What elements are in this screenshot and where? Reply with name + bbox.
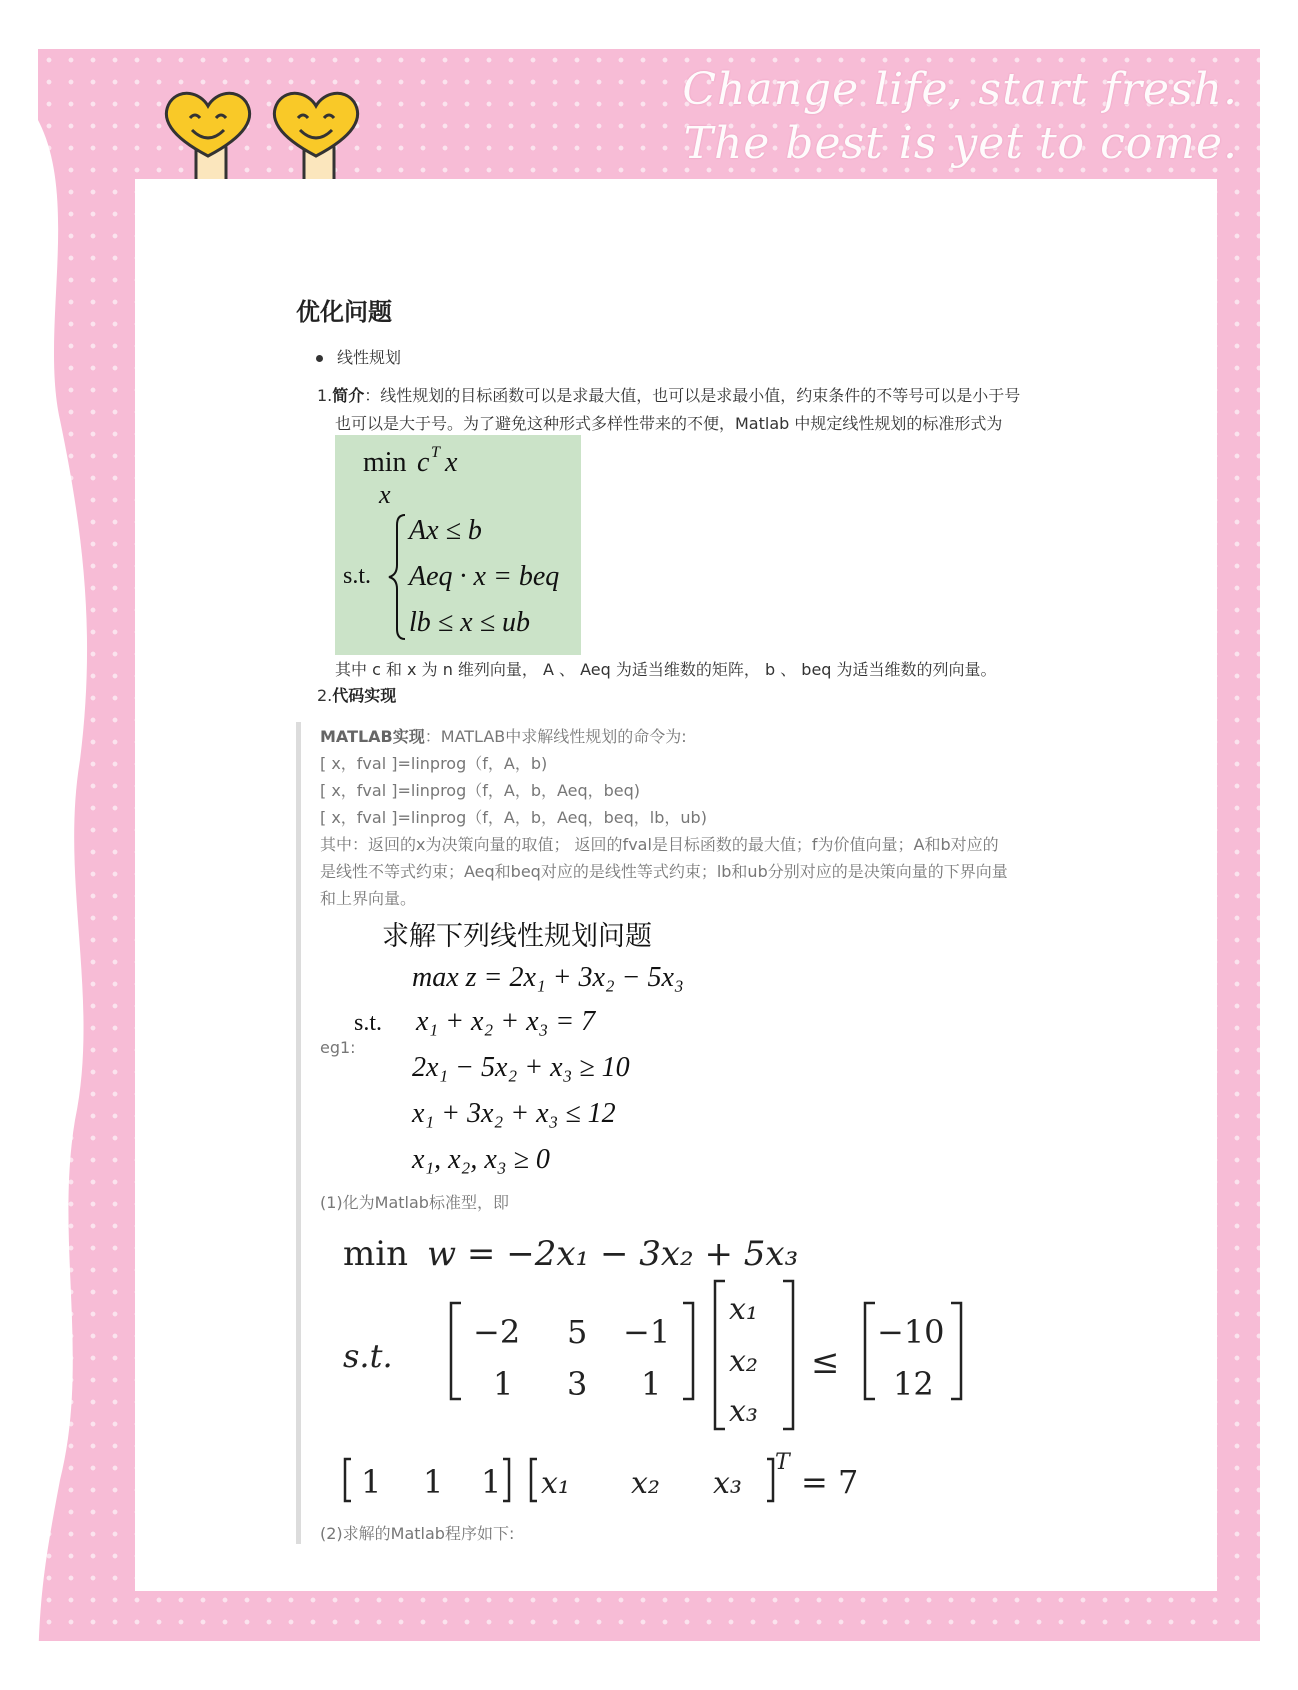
- explanation-line1: 其中：返回的x为决策向量的取值； 返回的fval是目标函数的最大值；f为价值向量；A和b对应的: [320, 835, 999, 854]
- constraint-1: Ax ≤ b: [409, 515, 482, 546]
- constraint-2: Aeq · x = beq: [409, 561, 560, 592]
- matlab-intro-text: ：MATLAB中求解线性规划的命令为:: [424, 727, 687, 746]
- tagline-line1: Change life, start fresh.: [682, 64, 1238, 115]
- blockquote-bar: [296, 722, 301, 1544]
- std-st: s.t.: [343, 1337, 393, 1375]
- item-title: 简介: [332, 386, 365, 405]
- command-2: [ x，fval ]=linprog（f，A，b，Aeq，beq): [320, 781, 641, 800]
- bullet-text: 线性规划: [337, 348, 402, 367]
- eq-1: 1: [361, 1463, 382, 1501]
- item-title: 代码实现: [332, 686, 397, 705]
- item1-text-line2: 也可以是大于号。为了避免这种形式多样性带来的不便，Matlab 中规定线性规划的标准形式为: [335, 414, 1003, 433]
- list-item-1: [317, 382, 1020, 410]
- bullet-item: [316, 345, 401, 368]
- a-13: −1: [623, 1313, 671, 1351]
- eq-rhs: = 7: [801, 1463, 859, 1501]
- example-constraint-2: 2x₁ − 5x₂ + x₃ ≥ 10: [412, 1052, 630, 1083]
- list-item-2: [317, 682, 396, 710]
- eqv-2: x₂: [631, 1466, 660, 1501]
- matlab-standard-form: [335, 1215, 1015, 1505]
- step-2-text: (2)求解的Matlab程序如下:: [320, 1524, 515, 1543]
- st-label: s.t.: [343, 563, 372, 589]
- a-22: 3: [567, 1365, 588, 1403]
- b-2: 12: [893, 1365, 934, 1403]
- min-label: min: [363, 447, 407, 478]
- frame-wave-edge: [0, 0, 120, 1690]
- item1-note: 其中 c 和 x 为 n 维列向量， A 、 Aeq 为适当维数的矩阵， b 、 beq 为适当维数的列向量。: [335, 660, 997, 679]
- list-number: 1.: [317, 386, 333, 405]
- b-1: −10: [877, 1313, 945, 1351]
- a-21: 1: [493, 1365, 514, 1403]
- smiley-heart-icon: [160, 88, 256, 183]
- example-label: eg1:: [320, 1038, 356, 1057]
- eqv-3: x₃: [713, 1466, 742, 1501]
- example-constraint-3: x₁ + 3x₂ + x₃ ≤ 12: [412, 1098, 616, 1129]
- obj-sup: T: [431, 444, 440, 461]
- matlab-intro: [320, 724, 687, 747]
- std-min: min: [343, 1234, 409, 1274]
- under-x: x: [379, 480, 391, 509]
- std-objective: w = −2x₁ − 3x₂ + 5x₃: [427, 1234, 799, 1274]
- x-2: x₂: [729, 1344, 758, 1379]
- eq-2: 1: [423, 1463, 444, 1501]
- eq-3: 1: [481, 1463, 502, 1501]
- example-title: 求解下列线性规划问题: [382, 921, 652, 951]
- a-23: 1: [641, 1365, 662, 1403]
- list-number: 2.: [317, 686, 333, 705]
- section-heading: 优化问题: [296, 298, 392, 326]
- eq-sup: T: [775, 1450, 790, 1475]
- example-st: s.t.: [354, 1010, 383, 1036]
- standard-form-svg: [335, 435, 581, 655]
- leq-sign: ≤: [811, 1342, 840, 1382]
- obj-x: x: [445, 447, 458, 478]
- example-objective: max z = 2x₁ + 3x₂ − 5x₃: [412, 962, 684, 993]
- tagline-line2: The best is yet to come.: [683, 118, 1238, 169]
- eqv-1: x₁: [541, 1466, 570, 1501]
- step-1-text: (1)化为Matlab标准型，即: [320, 1193, 509, 1212]
- a-12: 5: [567, 1313, 588, 1351]
- smiley-heart-icon: [268, 88, 364, 183]
- x-3: x₃: [729, 1394, 758, 1429]
- example-constraint-4: x₁, x₂, x₃ ≥ 0: [412, 1144, 550, 1175]
- explanation-line2: 是线性不等式约束；Aeq和beq对应的是线性等式约束；lb和ub分别对应的是决策向量的下界向量: [320, 862, 1008, 881]
- a-11: −2: [473, 1313, 521, 1351]
- matlab-title: MATLAB实现: [320, 727, 425, 746]
- constraint-3: lb ≤ x ≤ ub: [409, 607, 530, 638]
- explanation-line3: 和上界向量。: [320, 889, 417, 908]
- example-constraint-1: x₁ + x₂ + x₃ = 7: [416, 1006, 596, 1037]
- standard-form-formula: [335, 435, 581, 655]
- example-problem: [340, 910, 760, 1180]
- bullet-dot: [316, 355, 323, 362]
- item-text: ：线性规划的目标函数可以是求最大值，也可以是求最小值，约束条件的不等号可以是小于号: [364, 386, 1021, 405]
- command-3: [ x，fval ]=linprog（f，A，b，Aeq，beq，lb，ub): [320, 808, 707, 827]
- obj-c: c: [417, 447, 430, 478]
- x-1: x₁: [729, 1292, 758, 1327]
- command-1: [ x，fval ]=linprog（f，A，b): [320, 754, 548, 773]
